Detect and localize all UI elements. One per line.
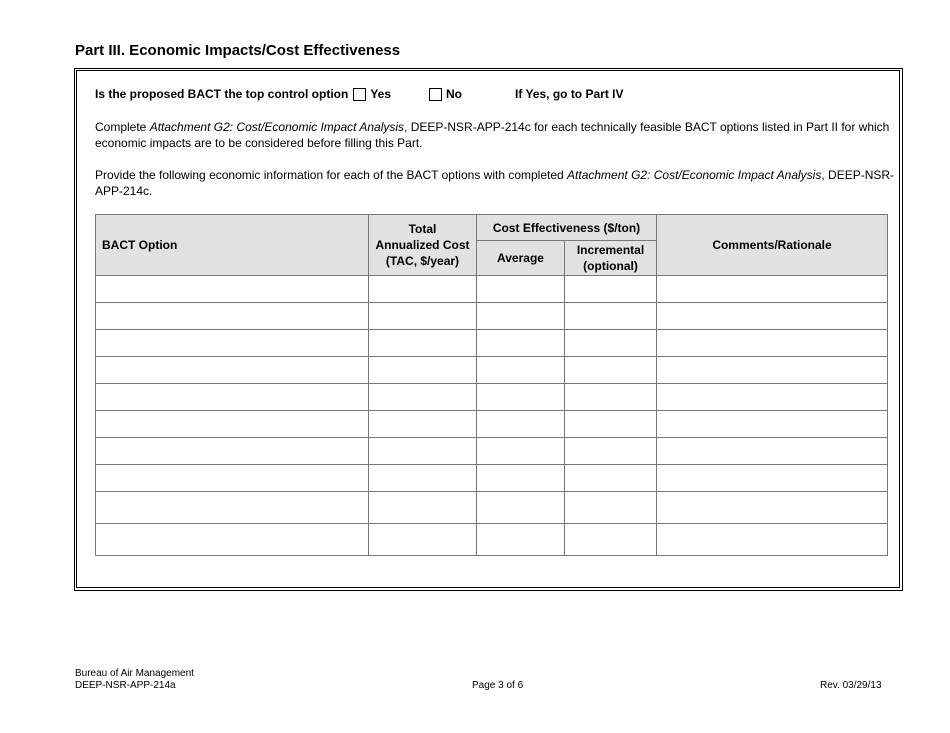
- header-total-line1: Total: [408, 222, 437, 236]
- bact-option-cell[interactable]: [96, 438, 369, 465]
- instruction-paragraph-1: [95, 119, 895, 151]
- comments-cell[interactable]: [657, 524, 888, 556]
- total-annualized-cost-cell[interactable]: [369, 438, 477, 465]
- header-bact-option: BACT Option: [96, 215, 369, 276]
- para1-prefix: Complete: [95, 120, 150, 134]
- bact-option-cell[interactable]: [96, 303, 369, 330]
- average-cell[interactable]: [477, 411, 565, 438]
- comments-cell[interactable]: [657, 330, 888, 357]
- para1-suffix: , DEEP-NSR-APP-214c for each technically feasible BACT options listed in Part II for which economic impacts are to be considered before filling this Part.: [95, 120, 890, 150]
- average-cell[interactable]: [477, 465, 565, 492]
- bact-option-cell[interactable]: [96, 276, 369, 303]
- bact-economic-table: [95, 214, 888, 556]
- incremental-cell[interactable]: [565, 276, 657, 303]
- para2-prefix: Provide the following economic information for each of the BACT options with completed: [95, 168, 568, 182]
- table-row: [96, 465, 888, 492]
- instruction-paragraph-2: [95, 167, 895, 199]
- bact-option-cell[interactable]: [96, 524, 369, 556]
- incremental-cell[interactable]: [565, 330, 657, 357]
- total-annualized-cost-cell[interactable]: [369, 276, 477, 303]
- yes-checkbox[interactable]: [353, 88, 366, 101]
- header-total-annualized-cost: [369, 215, 477, 276]
- average-cell[interactable]: [477, 330, 565, 357]
- incremental-cell[interactable]: [565, 303, 657, 330]
- no-checkbox[interactable]: [429, 88, 442, 101]
- total-annualized-cost-cell[interactable]: [369, 384, 477, 411]
- incremental-cell[interactable]: [565, 438, 657, 465]
- total-annualized-cost-cell[interactable]: [369, 524, 477, 556]
- table-row: [96, 330, 888, 357]
- average-cell[interactable]: [477, 524, 565, 556]
- incremental-cell[interactable]: [565, 492, 657, 524]
- header-average: Average: [477, 241, 565, 276]
- average-cell[interactable]: [477, 438, 565, 465]
- table-row: [96, 492, 888, 524]
- footer-form-id: DEEP-NSR-APP-214a: [75, 680, 176, 691]
- part-title: Part III. Economic Impacts/Cost Effectiveness: [75, 42, 401, 59]
- comments-cell[interactable]: [657, 384, 888, 411]
- if-yes-note: If Yes, go to Part IV: [515, 87, 624, 101]
- header-incremental-line2: (optional): [583, 259, 638, 273]
- average-cell[interactable]: [477, 384, 565, 411]
- bact-option-cell[interactable]: [96, 411, 369, 438]
- total-annualized-cost-cell[interactable]: [369, 303, 477, 330]
- header-cost-effectiveness: Cost Effectiveness ($/ton): [477, 215, 657, 241]
- average-cell[interactable]: [477, 303, 565, 330]
- footer-page-number: Page 3 of 6: [472, 680, 524, 691]
- footer-org: Bureau of Air Management: [75, 668, 194, 679]
- footer-revision: Rev. 03/29/13: [820, 680, 882, 691]
- incremental-cell[interactable]: [565, 384, 657, 411]
- header-incremental-line1: Incremental: [576, 243, 645, 257]
- bact-option-cell[interactable]: [96, 357, 369, 384]
- comments-cell[interactable]: [657, 411, 888, 438]
- footer-left: [75, 668, 194, 692]
- top-control-question: [95, 87, 624, 101]
- average-cell[interactable]: [477, 492, 565, 524]
- para2-suffix: , DEEP-NSR-APP-214c.: [95, 168, 895, 198]
- header-total-line3: (TAC, $/year): [385, 254, 460, 268]
- total-annualized-cost-cell[interactable]: [369, 465, 477, 492]
- header-total-line2: Annualized Cost: [375, 238, 470, 252]
- comments-cell[interactable]: [657, 357, 888, 384]
- total-annualized-cost-cell[interactable]: [369, 411, 477, 438]
- bact-option-cell[interactable]: [96, 330, 369, 357]
- yes-label: Yes: [370, 87, 392, 101]
- bact-option-cell[interactable]: [96, 492, 369, 524]
- part-iii-frame: [74, 68, 903, 591]
- table-row: [96, 276, 888, 303]
- total-annualized-cost-cell[interactable]: [369, 330, 477, 357]
- para1-attachment-ref: Attachment G2: Cost/Economic Impact Analysis: [149, 120, 405, 134]
- incremental-cell[interactable]: [565, 524, 657, 556]
- header-comments-rationale: Comments/Rationale: [657, 215, 888, 276]
- no-label: No: [446, 87, 463, 101]
- average-cell[interactable]: [477, 276, 565, 303]
- incremental-cell[interactable]: [565, 411, 657, 438]
- bact-option-cell[interactable]: [96, 465, 369, 492]
- comments-cell[interactable]: [657, 276, 888, 303]
- incremental-cell[interactable]: [565, 465, 657, 492]
- table-row: [96, 438, 888, 465]
- total-annualized-cost-cell[interactable]: [369, 357, 477, 384]
- table-row: [96, 524, 888, 556]
- table-row: [96, 384, 888, 411]
- comments-cell[interactable]: [657, 438, 888, 465]
- bact-option-cell[interactable]: [96, 384, 369, 411]
- comments-cell[interactable]: [657, 303, 888, 330]
- table-row: [96, 357, 888, 384]
- para2-attachment-ref: Attachment G2: Cost/Economic Impact Analysis: [567, 168, 822, 182]
- comments-cell[interactable]: [657, 492, 888, 524]
- table-row: [96, 303, 888, 330]
- average-cell[interactable]: [477, 357, 565, 384]
- total-annualized-cost-cell[interactable]: [369, 492, 477, 524]
- incremental-cell[interactable]: [565, 357, 657, 384]
- comments-cell[interactable]: [657, 465, 888, 492]
- question-label: Is the proposed BACT the top control option: [95, 87, 349, 101]
- table-row: [96, 411, 888, 438]
- header-incremental: [565, 241, 657, 276]
